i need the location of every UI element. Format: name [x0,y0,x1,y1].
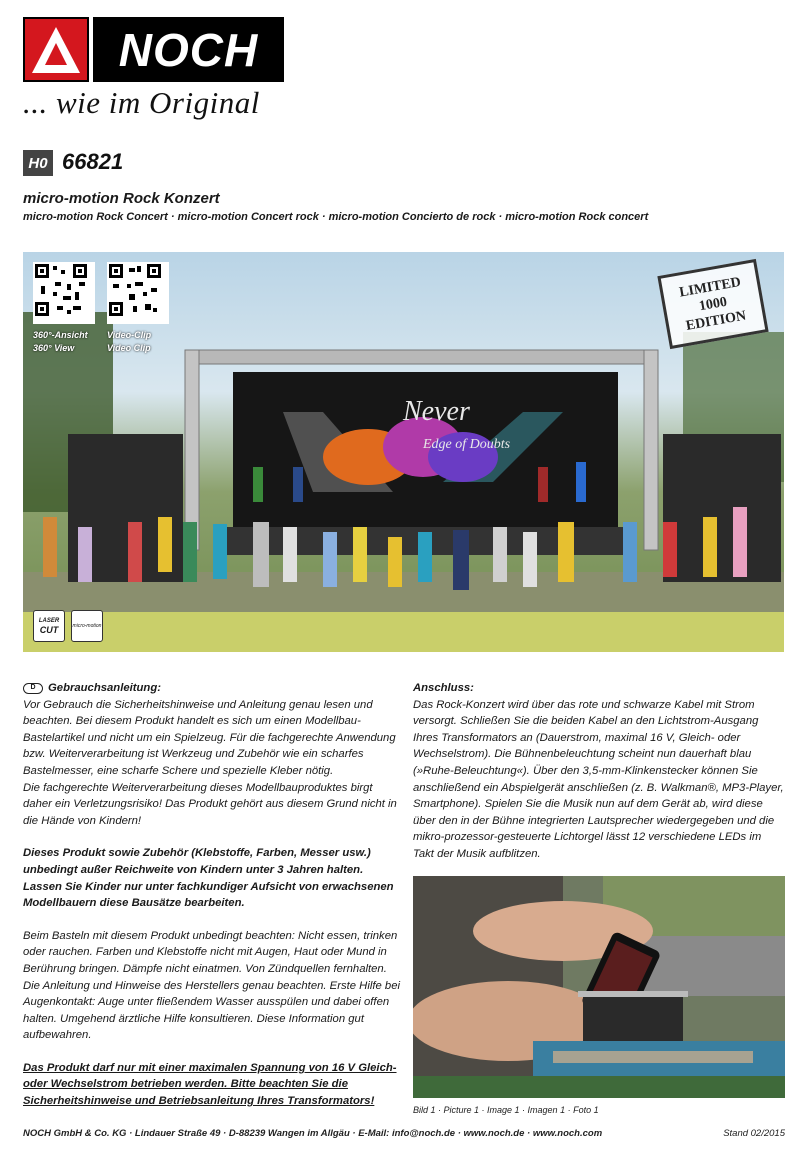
stamp-line-1: LIMITED [678,274,742,301]
banner-text-1: Never [403,396,470,427]
children-warning: Dieses Produkt sowie Zubehör (Klebstoffe, Farben, Messer usw.) unbedingt außer Reichweite von Kindern unter 3 Jahren halten. Lassen Sie Kinder nur unter fachkundiger Aufsicht von erwachsenen Modellbauern diese Bausätze bearbeiten. [23,847,394,910]
product-title-translations: micro-motion Rock Concert · micro-motion Concert rock · micro-motion Concierto de rock · micro-motion Rock concert [23,211,649,223]
language-badge: D [23,683,43,694]
connection-section [413,680,785,863]
logo-triangle-icon [23,17,89,82]
smartphone-photo [413,876,785,1098]
noch-logo [23,17,284,82]
usage-heading: Gebrauchsanleitung: [48,682,161,694]
laser-cut-icon [33,610,65,642]
qr1-label-en: 360° View [33,343,75,353]
footer-stand: Stand 02/2015 [723,1128,785,1139]
qr2-label-en: Video Clip [107,343,151,353]
usage-para-2: Die fachgerechte Weiterverarbeitung dieses Modellbauproduktes birgt daher ein Verletzungsrisiko! Das Produkt gehört aus diesem Grund nicht in die Hände von Kindern! [23,781,397,827]
voltage-warning: Das Produkt darf nur mit einer maximalen Spannung von 16 V Gleich- oder Wechselstrom betrieben werden. Bitte beachten Sie die Sicherheitshinweise und Betriebsanleitung Ihres Transformators! [23,1061,397,1108]
micro-motion-label: micro-motion [72,623,102,629]
laser-cut-label-1: LASER [38,617,60,624]
smartphone-photo-illustration [413,876,785,1098]
hero-image [23,252,784,652]
connection-text: Das Rock-Konzert wird über das rote und schwarze Kabel mit Strom versorgt. Schließen Sie die beiden Kabel an den Lichtstrom-Ausgang Ihres Transformators an (Dauerstrom, maximal 16 V, Gleich- oder Wechselstrom). Die Bühnenbeleuchtung scheint nun dauerhaft blau (»Ruhe-Beleuchtung«). Über den 3,5-mm-Klinkenstecker können Sie anschließend ein Abspielgerät anschließen (z. B. Walkman®, MP3-Player, Smartphone). Spielen Sie die Musik nun auf dem Gerät ab, wird diese über den in der Bühne integrierten Lautsprecher wiedergegeben und die mikro-prozessor-gesteuerte Lichtorgel lässt 12 verschiedene LEDs im Takt der Musik aufblitzen. [413,698,784,860]
product-title: micro-motion Rock Konzert [23,190,220,207]
stamp-line-3: EDITION [684,308,748,334]
usage-heading-row [23,680,403,697]
micro-motion-icon [71,610,103,642]
qr2-label-de: Video-Clip [107,330,152,340]
laser-cut-label-2: CUT [39,624,59,635]
usage-para-1: Vor Gebrauch die Sicherheitshinweise und Anleitung genau lesen und beachten. Bei diesem Produkt handelt es sich um einen Modellbau-Bastelartikel und nicht um ein Spielzeug. Für die fachgerechte Anwendung bzw. Weiterverarbeitung ist Werkzeug und Zubehör wie ein scharfes Bastelmesser, eine scharfe Schere und spezielle Kleber nötig. [23,698,396,777]
article-number: 66821 [62,149,124,174]
stamp-line-2: 1000 [697,294,729,314]
qr1-label-de: 360°-Ansicht [33,330,88,340]
brand-name: NOCH [93,17,284,82]
usage-para-3: Beim Basteln mit diesem Produkt unbedingt beachten: Nicht essen, trinken oder rauchen. Farben und Klebstoffe nicht mit Augen, Haut oder Mund in Berührung bringen. Dämpfe nicht einatmen. Von Zündquellen fernhalten. Die Anleitung und Hinweise des Herstellers genau beachten. Erste Hilfe bei Augenkontakt: Auge unter fließendem Wasser ausspülen und dabei offen halten. Umgehend ärztliche Hilfe konsultieren. Diese Information gut aufbewahren. [23,929,400,1042]
footer-company: NOCH GmbH & Co. KG · Lindauer Straße 49 · D-88239 Wangen im Allgäu · E-Mail: info@noch.de · www.noch.de · www.noch.com [23,1128,603,1139]
photo-caption: Bild 1 · Picture 1 · Image 1 · Imagen 1 · Foto 1 [413,1105,599,1115]
banner-text-2: Edge of Doubts [423,437,511,452]
brand-tagline: ... wie im Original [23,85,260,120]
qr-code-360-view[interactable] [33,262,95,324]
scale-badge: H0 [23,150,53,176]
qr-code-video-clip[interactable] [107,262,169,324]
connection-heading: Anschluss: [413,682,474,694]
usage-instructions [23,680,403,1110]
